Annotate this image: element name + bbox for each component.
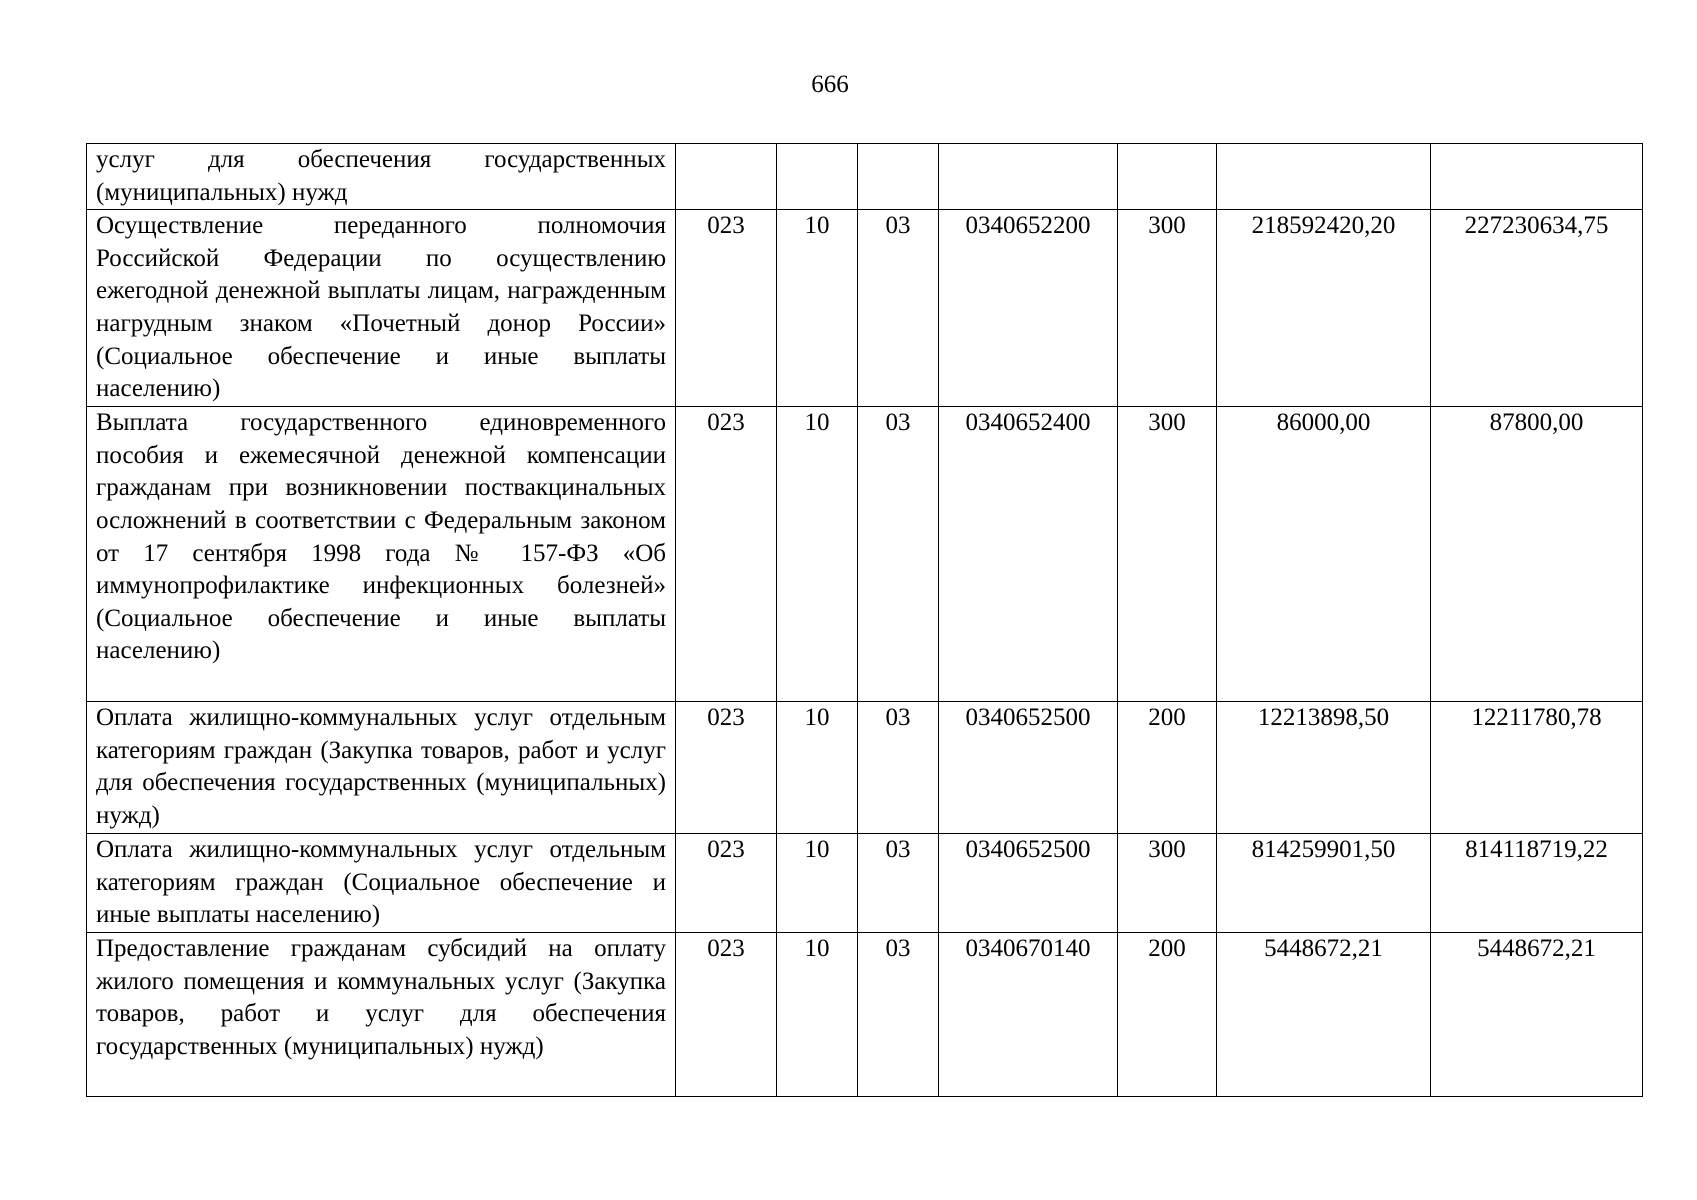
amount-2-cell — [1431, 144, 1643, 210]
subsection-code-cell: 03 — [858, 834, 939, 933]
amount-1-cell: 218592420,20 — [1217, 210, 1431, 407]
target-article-cell: 0340670140 — [939, 933, 1118, 1097]
target-article-cell: 0340652500 — [939, 834, 1118, 933]
subsection-code-cell: 03 — [858, 702, 939, 834]
section-code-cell: 10 — [777, 702, 858, 834]
amount-2-cell: 12211780,78 — [1431, 702, 1643, 834]
table-row — [87, 834, 1643, 933]
target-article-cell: 0340652400 — [939, 407, 1118, 702]
table-row — [87, 144, 1643, 210]
budget-table — [86, 143, 1643, 1097]
description-cell: Осуществление переданного полномочия Российской Федерации по осуществлению ежегодной денежной выплаты лицам, награжденным нагрудным знаком «Почетный донор России» (Социальное обеспечение и иные выплаты населению) — [87, 210, 676, 407]
ministry-code-cell: 023 — [676, 210, 777, 407]
section-code-cell: 10 — [777, 210, 858, 407]
section-code-cell: 10 — [777, 407, 858, 702]
amount-1-cell: 86000,00 — [1217, 407, 1431, 702]
amount-1-cell: 814259901,50 — [1217, 834, 1431, 933]
section-code-cell: 10 — [777, 933, 858, 1097]
table-row — [87, 407, 1643, 702]
description-cell: Предоставление гражданам субсидий на оплату жилого помещения и коммунальных услуг (Закупка товаров, работ и услуг для обеспечения государственных (муниципальных) нужд) — [87, 933, 676, 1097]
ministry-code-cell: 023 — [676, 702, 777, 834]
amount-2-cell: 814118719,22 — [1431, 834, 1643, 933]
target-article-cell: 0340652500 — [939, 702, 1118, 834]
expense-type-cell: 300 — [1118, 210, 1217, 407]
amount-1-cell — [1217, 144, 1431, 210]
amount-2-cell: 87800,00 — [1431, 407, 1643, 702]
section-code-cell — [777, 144, 858, 210]
expense-type-cell: 200 — [1118, 933, 1217, 1097]
subsection-code-cell: 03 — [858, 407, 939, 702]
description-cell: Выплата государственного единовременного пособия и ежемесячной денежной компенсации гражданам при возникновении поствакцинальных осложнений в соответствии с Федеральным законом от 17 сентября 1998 года № 157-ФЗ «Об иммунопрофилактике инфекционных болезней» (Социальное обеспечение и иные выплаты населению) — [87, 407, 676, 702]
amount-2-cell: 5448672,21 — [1431, 933, 1643, 1097]
table-row — [87, 702, 1643, 834]
table-row — [87, 933, 1643, 1097]
subsection-code-cell — [858, 144, 939, 210]
ministry-code-cell: 023 — [676, 933, 777, 1097]
amount-2-cell: 227230634,75 — [1431, 210, 1643, 407]
amount-1-cell: 5448672,21 — [1217, 933, 1431, 1097]
expense-type-cell: 200 — [1118, 702, 1217, 834]
page-number: 666 — [811, 71, 849, 98]
expense-type-cell: 300 — [1118, 407, 1217, 702]
description-cell: услуг для обеспечения государственных (муниципальных) нужд — [87, 144, 676, 210]
expense-type-cell: 300 — [1118, 834, 1217, 933]
expense-type-cell — [1118, 144, 1217, 210]
target-article-cell — [939, 144, 1118, 210]
description-cell: Оплата жилищно-коммунальных услуг отдельным категориям граждан (Социальное обеспечение и иные выплаты населению) — [87, 834, 676, 933]
description-cell: Оплата жилищно-коммунальных услуг отдельным категориям граждан (Закупка товаров, работ и услуг для обеспечения государственных (муниципальных) нужд) — [87, 702, 676, 834]
ministry-code-cell — [676, 144, 777, 210]
subsection-code-cell: 03 — [858, 210, 939, 407]
ministry-code-cell: 023 — [676, 407, 777, 702]
amount-1-cell: 12213898,50 — [1217, 702, 1431, 834]
section-code-cell: 10 — [777, 834, 858, 933]
ministry-code-cell: 023 — [676, 834, 777, 933]
table-row — [87, 210, 1643, 407]
target-article-cell: 0340652200 — [939, 210, 1118, 407]
subsection-code-cell: 03 — [858, 933, 939, 1097]
